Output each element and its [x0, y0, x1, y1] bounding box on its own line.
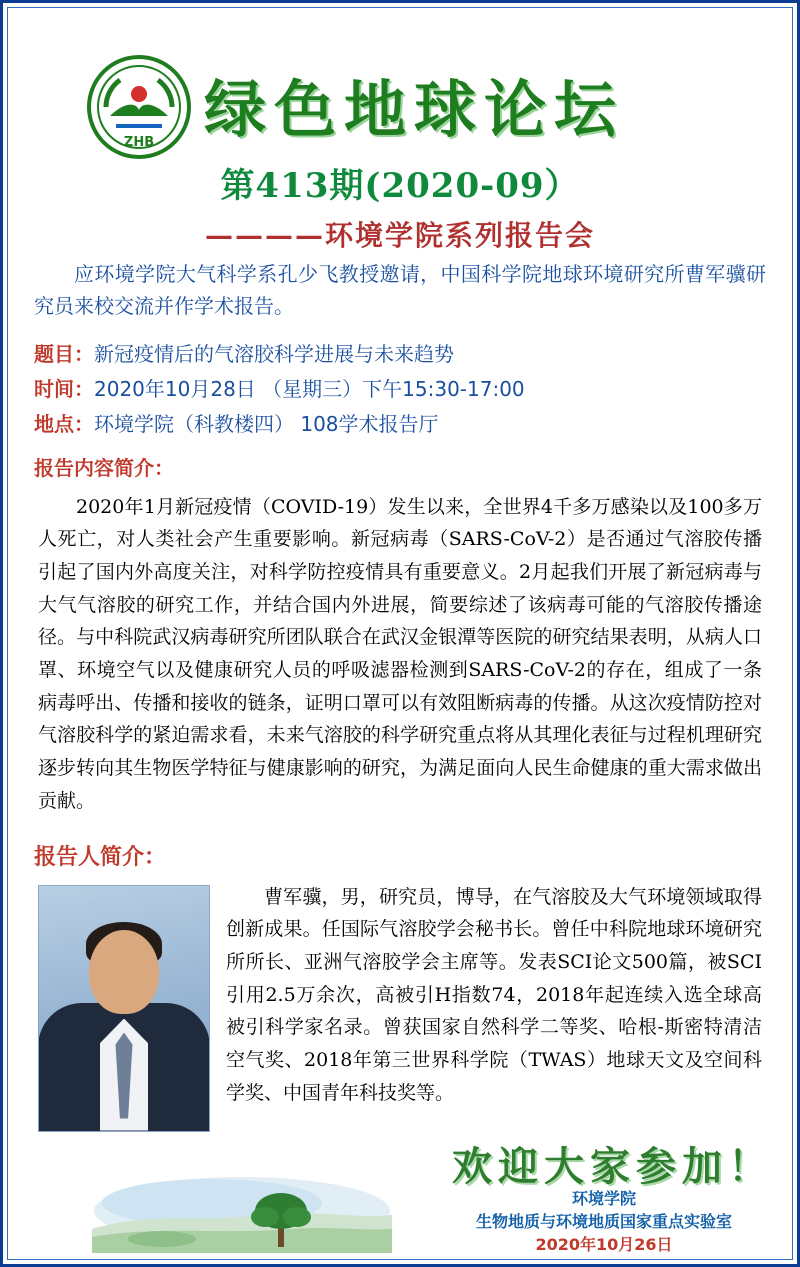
signature-lab: 生物地质与环境地质国家重点实验室 — [475, 1212, 732, 1232]
abstract-heading: 报告内容简介： — [34, 455, 174, 480]
landscape-illustration-icon — [92, 1145, 392, 1253]
poster-header — [8, 8, 792, 258]
detail-topic-label: 题目： — [34, 341, 94, 366]
detail-location-label: 地点： — [34, 411, 94, 436]
speaker-portrait — [38, 885, 210, 1132]
page-title: 绿色地球论坛 — [204, 73, 625, 146]
abstract-text: 2020年1月新冠疫情（COVID-19）发生以来，全世界4千多万感染以及100多万人死亡，对人类社会产生重要影响。新冠病毒（SARS-CoV-2）是否通过气溶胶传播引起了国内外高度关注，对科学防控疫情具有重要意义。2月起我们开展了新冠病毒与大气气溶胶的研究工作，并结合国内外进展，简要综述了该病毒可能的气溶胶传播途径。与中科院武汉病毒研究所团队联合在武汉金银潭等医院的研究结果表明，从病人口罩、环境空气以及健康研究人员的呼吸滤器检测到SARS-CoV-2的存在，组成了一条病毒呼出、传播和接收的链条，证明口罩可以有效阻断病毒的传播。从这次疫情防控对气溶胶科学的紧迫需求看，未来气溶胶的科学研究重点将从其理化表征与过程机理研究逐步转向其生物医学特征与健康影响的研究，为满足面向人民生命健康的重大需求做出贡献。 — [38, 495, 762, 812]
signature-block — [476, 1187, 732, 1257]
detail-topic — [34, 337, 766, 372]
speaker-heading: 报告人简介： — [34, 844, 167, 870]
institution-logo-icon — [86, 54, 192, 160]
signature-org: 环境学院 — [571, 1189, 636, 1208]
poster-inner-frame — [7, 7, 793, 1260]
series-subtitle: ————环境学院系列报告会 — [204, 219, 595, 252]
logo-text: ZHB — [123, 135, 155, 150]
signature-date: 2020年10月26日 — [535, 1235, 673, 1255]
detail-location-value: 环境学院（科教楼四） 108学术报告厅 — [94, 411, 439, 436]
issue-number: 第413期(2020-09） — [220, 166, 580, 206]
speaker-block — [38, 881, 762, 1131]
intro-paragraph: 应环境学院大气科学系孔少飞教授邀请，中国科学院地球环境研究所曹军骥研究员来校交流并作学术报告。 — [34, 262, 766, 319]
event-details — [34, 337, 766, 442]
detail-location — [34, 407, 766, 442]
detail-time-value: 2020年10月28日 （星期三）下午15:30-17:00 — [94, 376, 525, 401]
detail-time — [34, 372, 766, 407]
speaker-bio: 曹军骥，男，研究员，博导，在气溶胶及大气环境领域取得创新成果。任国际气溶胶学会秘书长。曾任中科院地球环境研究所所长、亚洲气溶胶学会主席等。发表SCI论文500篇，被SCI引用2.5万余次，高被引H指数74，2018年起连续入选全球高被引科学家名录。曾获国家自然科学二等奖、哈根-斯密特清洁空气奖、2018年第三世界科学院（TWAS）地球天文及空间科学奖、中国青年科技奖等。 — [226, 885, 762, 1104]
poster-footer — [8, 1129, 792, 1259]
portrait-face — [89, 930, 159, 1014]
detail-topic-value: 新冠疫情后的气溶胶科学进展与未来趋势 — [94, 341, 454, 366]
welcome-text: 欢迎大家参加！ — [452, 1143, 774, 1190]
detail-time-label: 时间： — [34, 376, 94, 401]
